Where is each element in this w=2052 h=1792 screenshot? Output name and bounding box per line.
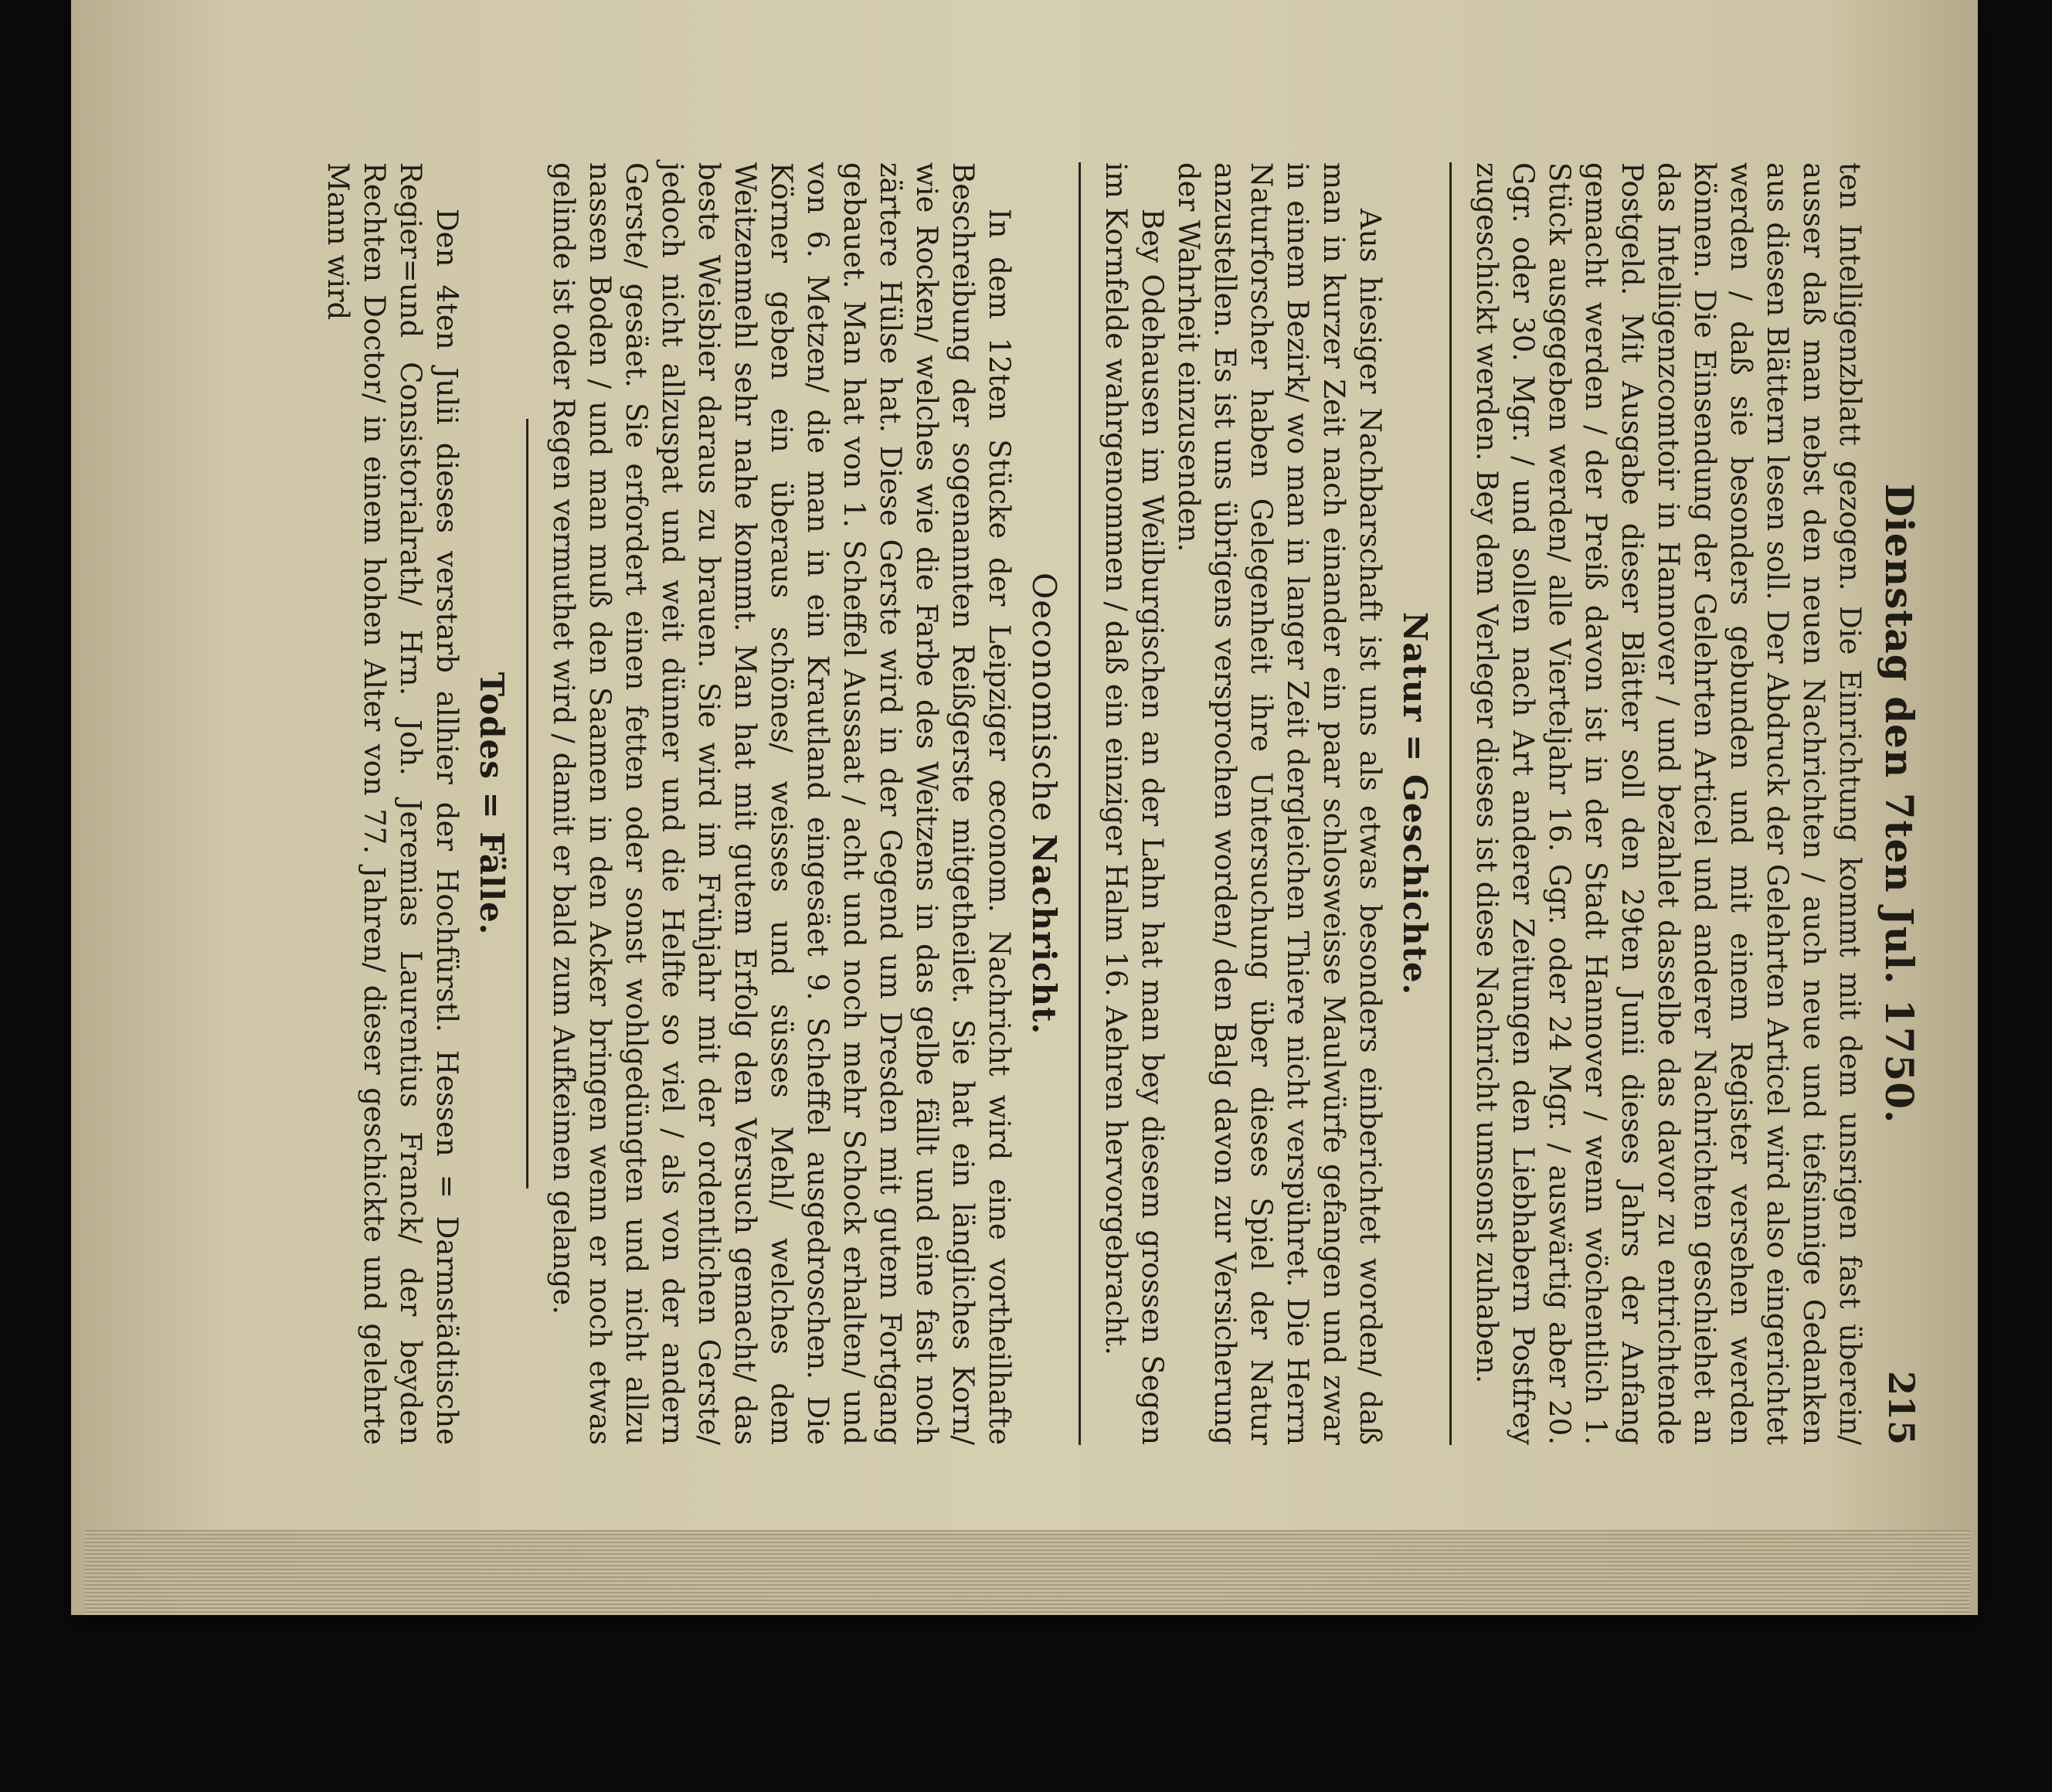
section-divider [1449, 162, 1452, 1445]
natur-paragraph-2: Bey Odehausen im Weilburgischen an der Lahn hat man bey diesem grossen Segen im Kornfelde wahrgenommen / daß ein einziger Halm 16. Aehren hervorgebracht. [1099, 162, 1169, 1445]
heading-oeconom-bold: Nachricht. [1025, 834, 1063, 1035]
section-heading-todes: Todes = Fälle. [473, 672, 511, 936]
running-header [1868, 162, 1922, 1445]
natur-paragraph-1: Aus hiesiger Nachbarschaft ist uns als etwas besonders einberichtet worden/ daß man in kurzer Zeit nach einander ein paar schlosweisse Maulwürfe gefangen und zwar in einem Bezirk/ wo man in langer Zeit dergleichen Thiere nicht verspühret. Die Herrn Naturforscher haben Gelegenheit ihre Untersuchung über dieses Spiel der Natur anzustellen. Es ist uns übrigens versprochen worden/ den Balg davon zur Versicherung der Wahrheit einzusenden. [1172, 162, 1387, 1445]
heading-oeconom-light: Oeconomische [1025, 572, 1063, 822]
page-header-title: Dienstag den 7ten Jul. 1750. [1877, 483, 1922, 1124]
section-divider [526, 419, 528, 1188]
intro-paragraph: ten Intelligenzblatt gezogen. Die Einrichtung kommt mit dem unsrigen fast überein/ ausser daß man nebst den neuen Nachrichten / auch neue und tiefsinnige Gedanken aus diesen Blättern lesen soll. Der Abdruck der Gelehrten Articel wird also eingerichtet werden / daß sie besonders gebunden und mit einem Register versehen werden können. Die Einsendung der Gelehrten Articel und anderer Nachrichten geschiehet an das Intelligenzcomtoir in Hannover / und bezahlet dasselbe das davor zu entrichtende Postgeld. Mit Ausgabe dieser Blätter soll den 29ten Junii dieses Jahrs der Anfang gemacht werden / der Preiß davon ist in der Stadt Hannover / wenn wöchentlich 1. Stück ausgegeben werden/ alle Vierteljahr 16. Ggr. oder 24 Mgr. / auswärtig aber 20. Ggr. oder 30. Mgr. / und sollen nach Art anderer Zeitungen den Liebhabern Postfrey zugeschickt werden. Bey dem Verleger dieses ist diese Nachricht umsonst zuhaben. [1470, 162, 1867, 1445]
oeconom-paragraph: In dem 12ten Stücke der Leipziger œconom. Nachricht wird eine vortheilhafte Beschreibung der sogenannten Reißgerste mitgetheilet. Sie hat ein längliches Korn/ wie Rocken/ welches wie die Farbe des Weitzens in das gelbe fällt und eine fast noch zärtere Hülse hat. Diese Gerste wird in der Gegend um Dresden mit gutem Fortgang gebauet. Man hat von 1. Scheffel Aussaat / acht und noch mehr Schock erhalten/ und von 6. Metzen/ die man in ein Krautland eingesäet 9. Scheffel ausgedroschen. Die Körner geben ein überaus schönes/ weisses und süsses Mehl/ welches dem Weitzenmehl sehr nahe kommt. Man hat mit gutem Erfolg den Versuch gemacht/ das beste Weisbier daraus zu brauen. Sie wird im Frühjahr mit der ordentlichen Gerste/ jedoch nicht allzuspat und weit dünner und die Helfte so viel / als von der andern Gerste/ gesäet. Sie erfordert einen fetten oder sonst wohlgedüngten und nicht allzu nassen Boden / und man muß den Saamen in den Acker bringen wenn er noch etwas gelinde ist oder Regen vermuthet wird / damit er bald zum Aufkeimen gelange. [547, 162, 1016, 1445]
todes-paragraph: Den 4ten Julii dieses verstarb allhier der Hochfürstl. Hessen = Darmstädtische Regier=und Consistorialrath/ Hrn. Joh. Jeremias Laurentius Franck/ der beyden Rechten Doctor/ in einem hohen Alter von 77. Jahren/ dieser geschickte und gelehrte Mann wird [321, 162, 464, 1445]
page-number: 215 [1880, 1370, 1922, 1445]
page-text-block [60, 62, 1992, 1545]
section-heading-natur: Natur = Geschichte. [1396, 611, 1434, 996]
rotated-page-content [60, 62, 1992, 1545]
section-divider [1079, 162, 1081, 1445]
section-heading-oeconom [1025, 162, 1063, 1445]
